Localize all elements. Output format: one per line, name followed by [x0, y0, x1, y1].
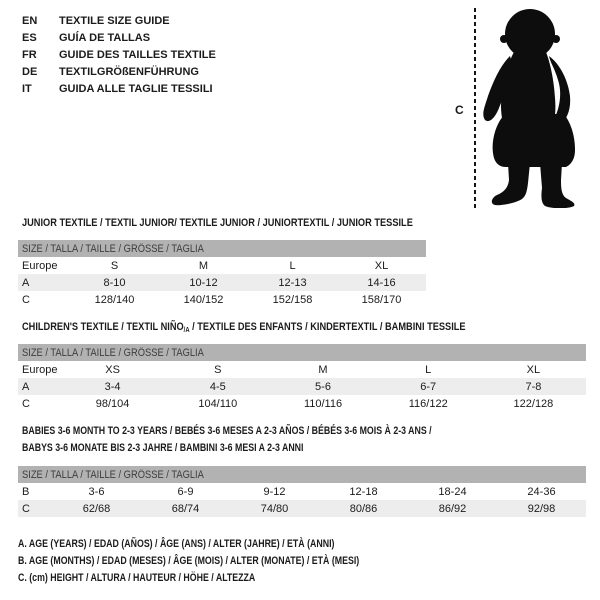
table-cell: M	[318, 363, 328, 376]
size-header-bar	[18, 344, 586, 361]
table-cell: 110/116	[303, 397, 343, 410]
language-title: GUIDE DES TAILLES TEXTILE	[59, 49, 216, 61]
language-row	[22, 13, 216, 30]
table-cell: 12-13	[278, 276, 307, 289]
table-cell: 6-9	[177, 485, 194, 498]
row-label: Europe	[22, 259, 58, 272]
table-cell: 4-5	[209, 380, 226, 393]
table-cell: 14-16	[367, 276, 396, 289]
size-header-text: SIZE / TALLA / TAILLE / GRÖSSE / TAGLIA	[22, 346, 204, 359]
table-cell: XL	[526, 363, 541, 376]
language-code: FR	[22, 49, 37, 61]
table-cell: 116/122	[408, 397, 448, 410]
table-cell: 7-8	[525, 380, 542, 393]
language-title: TEXTILE SIZE GUIDE	[59, 15, 170, 27]
babies-section-heading-line1	[22, 424, 534, 438]
table-cell: 128/140	[94, 293, 135, 306]
row-label: C	[22, 293, 30, 306]
footnote-text: C. (cm) HEIGHT / ALTURA / HAUTEUR / HÖHE / ALTEZZA	[18, 572, 256, 584]
size-header-text: SIZE / TALLA / TAILLE / GRÖSSE / TAGLIA	[22, 242, 204, 255]
table-cell: XL	[374, 259, 389, 272]
table-row-europe	[18, 361, 586, 378]
table-cell: 140/152	[183, 293, 224, 306]
babies-section-heading-line2	[22, 441, 374, 455]
table-cell: 98/104	[95, 397, 130, 410]
row-label: A	[22, 276, 30, 289]
baby-silhouette-image	[478, 6, 596, 208]
children-heading-text: / TEXTILE DES ENFANTS / KINDERTEXTIL / BAMBINI TESSILE	[189, 321, 466, 333]
table-cell: 10-12	[189, 276, 218, 289]
table-cell: 3-4	[104, 380, 121, 393]
children-section-heading	[22, 320, 550, 338]
table-cell: 92/98	[527, 502, 556, 515]
size-header-bar	[18, 240, 426, 257]
table-cell: 86/92	[438, 502, 467, 515]
children-heading-subscript: /A	[183, 327, 190, 334]
footnote-legend	[18, 536, 445, 587]
table-cell: 12-18	[349, 485, 378, 498]
language-row	[22, 30, 216, 47]
language-row	[22, 64, 216, 81]
footnote-text: A. AGE (YEARS) / EDAD (AÑOS) / ÂGE (ANS) / ALTER (JAHRE) / ETÀ (ANNI)	[18, 538, 335, 550]
table-row-height	[18, 395, 586, 412]
children-size-table	[18, 344, 586, 412]
table-cell: 80/86	[349, 502, 378, 515]
table-cell: 9-12	[263, 485, 286, 498]
junior-size-table	[18, 240, 426, 308]
footnote-c	[18, 570, 445, 587]
row-label: Europe	[22, 363, 58, 376]
table-row-europe	[18, 257, 426, 274]
table-cell: L	[289, 259, 296, 272]
height-measure-dashed-line	[474, 8, 476, 211]
babies-heading-text: BABYS 3-6 MONATE BIS 2-3 JAHRE / BAMBINI 3-6 MESI A 2-3 ANNI	[22, 442, 304, 454]
row-label: B	[22, 485, 30, 498]
height-measure-label: C	[455, 103, 464, 117]
table-cell: XS	[105, 363, 120, 376]
language-row	[22, 47, 216, 64]
language-code: EN	[22, 15, 38, 27]
table-row-age-months	[18, 483, 586, 500]
children-heading-text: CHILDREN'S TEXTILE / TEXTIL NIÑO	[22, 321, 184, 333]
table-cell: S	[214, 363, 222, 376]
table-row-age	[18, 378, 586, 395]
language-title-list	[22, 13, 216, 98]
size-header-text: SIZE / TALLA / TAILLE / GRÖSSE / TAGLIA	[22, 468, 204, 481]
table-cell: 3-6	[88, 485, 105, 498]
table-cell: 24-36	[527, 485, 556, 498]
table-cell: L	[425, 363, 432, 376]
row-label: A	[22, 380, 30, 393]
footnote-text: B. AGE (MONTHS) / EDAD (MESES) / ÂGE (MOIS) / ALTER (MONATE) / ETÀ (MESI)	[18, 555, 360, 567]
table-cell: 122/128	[513, 397, 554, 410]
table-cell: 104/110	[198, 397, 238, 410]
babies-size-table	[18, 466, 586, 517]
size-header-bar	[18, 466, 586, 483]
table-cell: 74/80	[260, 502, 289, 515]
junior-section-heading-text: JUNIOR TEXTILE / TEXTIL JUNIOR/ TEXTILE JUNIOR / JUNIORTEXTIL / JUNIOR TESSILE	[22, 217, 413, 229]
table-cell: S	[110, 259, 119, 272]
table-cell: 5-6	[315, 380, 331, 393]
language-title: GUIDA ALLE TAGLIE TESSILI	[59, 83, 213, 95]
table-row-height	[18, 500, 586, 517]
table-cell: 68/74	[171, 502, 200, 515]
table-cell: 152/158	[272, 293, 313, 306]
junior-section-heading	[22, 216, 487, 230]
table-row-height	[18, 291, 426, 308]
language-code: ES	[22, 32, 37, 44]
language-row	[22, 81, 216, 98]
language-code: IT	[22, 83, 32, 95]
footnote-b	[18, 553, 445, 570]
language-title: GUÍA DE TALLAS	[59, 32, 151, 44]
table-cell: 158/170	[361, 293, 402, 306]
language-title: TEXTILGRÖßENFÜHRUNG	[59, 66, 199, 78]
table-cell: M	[198, 259, 209, 272]
language-code: DE	[22, 66, 38, 78]
table-cell: 18-24	[438, 485, 467, 498]
babies-heading-text: BABIES 3-6 MONTH TO 2-3 YEARS / BEBÉS 3-6 MESES A 2-3 AÑOS / BÉBÉS 3-6 MOIS À 2-3 ANS /	[22, 425, 432, 437]
row-label: C	[22, 397, 30, 410]
footnote-a	[18, 536, 445, 553]
table-row-age	[18, 274, 426, 291]
table-cell: 6-7	[420, 380, 437, 393]
table-cell: 8-10	[103, 276, 126, 289]
table-cell: 62/68	[82, 502, 111, 515]
row-label: C	[22, 502, 30, 515]
